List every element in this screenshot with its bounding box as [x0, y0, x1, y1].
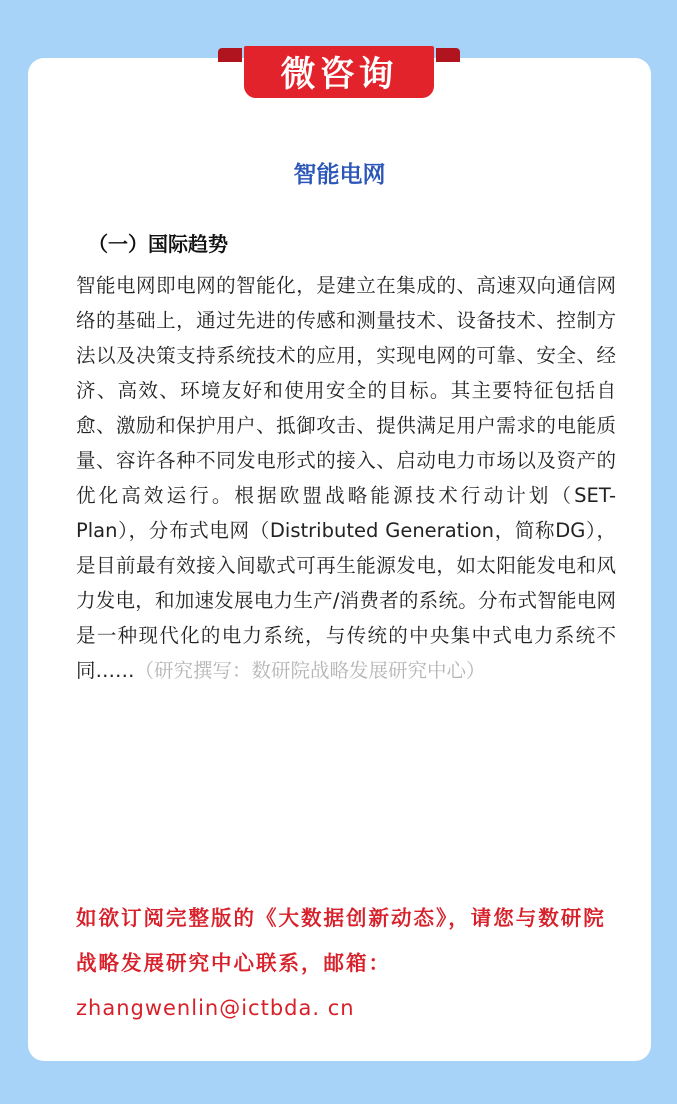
- contact-email-link[interactable]: zhangwenlin@ictbda. cn: [76, 996, 355, 1020]
- article-body-text: 智能电网即电网的智能化，是建立在集成的、高速双向通信网络的基础上，通过先进的传感和测量技术、设备技术、控制方法以及决策支持系统技术的应用，实现电网的可靠、安全、经济、高效、环境友好和使用安全的目标。其主要特征包括自愈、激励和保护用户、抵御攻击、提供满足用户需求的电能质量、容许各种不同发电形式的接入、启动电力市场以及资产的优化高效运行。根据欧盟战略能源技术行动计划（SET-Plan），分布式电网（Distributed Generation，简称DG），是目前最有效接入间歇式可再生能源发电，如太阳能发电和风力发电，和加速发展电力生产/消费者的系统。分布式智能电网是一种现代化的电力系统，与传统的中央集中式电力系统不同……: [76, 274, 616, 682]
- page-title: 智能电网: [293, 162, 386, 188]
- banner-tab-right: [436, 48, 460, 62]
- contact-notice: [76, 896, 616, 1031]
- section-heading: （一）国际趋势: [88, 232, 228, 256]
- contact-text: 如欲订阅完整版的《大数据创新动态》，请您与数研院战略发展研究中心联系，邮箱：: [76, 906, 606, 975]
- banner-label: 微咨询: [244, 46, 434, 98]
- banner-tab-left: [218, 48, 242, 62]
- article-body: [76, 268, 616, 688]
- article-credit: （研究撰写：数研院战略发展研究中心）: [134, 659, 486, 682]
- banner: [218, 42, 460, 100]
